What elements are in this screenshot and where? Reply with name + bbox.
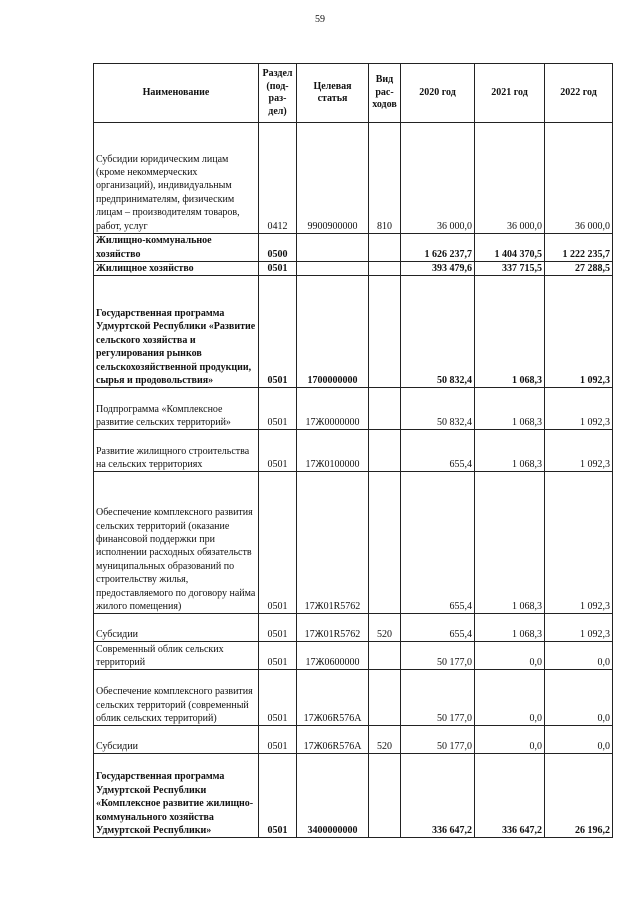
row-target: 17Ж0100000 (297, 430, 369, 472)
table-row (94, 276, 613, 388)
table-row (94, 388, 613, 430)
row-section: 0501 (259, 472, 297, 614)
row-2022: 1 092,3 (545, 276, 613, 388)
table-row (94, 726, 613, 754)
row-2021: 1 404 370,5 (475, 234, 545, 262)
row-2020: 50 177,0 (401, 726, 475, 754)
row-target: 17Ж06R576А (297, 670, 369, 726)
row-2021: 0,0 (475, 642, 545, 670)
header-row (94, 64, 613, 123)
row-target: 3400000000 (297, 754, 369, 838)
row-exp-type (369, 388, 401, 430)
row-target (297, 234, 369, 262)
row-exp-type (369, 430, 401, 472)
row-2020: 655,4 (401, 430, 475, 472)
table-row (94, 234, 613, 262)
row-2022: 1 092,3 (545, 430, 613, 472)
row-exp-type: 520 (369, 726, 401, 754)
table-row (94, 614, 613, 642)
row-2022: 0,0 (545, 642, 613, 670)
row-2021: 0,0 (475, 726, 545, 754)
header-2022: 2022 год (545, 64, 613, 123)
row-2020: 50 177,0 (401, 642, 475, 670)
row-2021: 36 000,0 (475, 123, 545, 234)
row-2021: 1 068,3 (475, 388, 545, 430)
table-row (94, 123, 613, 234)
row-target: 17Ж0600000 (297, 642, 369, 670)
row-2021: 337 715,5 (475, 262, 545, 276)
row-2022: 36 000,0 (545, 123, 613, 234)
header-name: Наименование (94, 64, 259, 123)
row-section: 0501 (259, 614, 297, 642)
table-row (94, 642, 613, 670)
row-2020: 36 000,0 (401, 123, 475, 234)
row-exp-type (369, 754, 401, 838)
row-exp-type (369, 472, 401, 614)
row-target: 9900900000 (297, 123, 369, 234)
row-2020: 393 479,6 (401, 262, 475, 276)
row-2022: 1 092,3 (545, 472, 613, 614)
header-2020: 2020 год (401, 64, 475, 123)
row-section: 0500 (259, 234, 297, 262)
table-row (94, 670, 613, 726)
row-2022: 1 092,3 (545, 388, 613, 430)
row-2022: 26 196,2 (545, 754, 613, 838)
row-2021: 1 068,3 (475, 614, 545, 642)
row-target (297, 262, 369, 276)
header-target: Целевая статья (297, 64, 369, 123)
row-2020: 655,4 (401, 614, 475, 642)
row-target: 17Ж01R5762 (297, 614, 369, 642)
row-name: Государственная программа Удмуртской Республики «Комплексное развитие жилищно-коммунального хозяйства Удмуртской Республики» (94, 754, 259, 838)
row-section: 0501 (259, 262, 297, 276)
row-2021: 1 068,3 (475, 276, 545, 388)
budget-table (93, 63, 613, 838)
row-section: 0501 (259, 726, 297, 754)
row-2021: 1 068,3 (475, 430, 545, 472)
row-exp-type (369, 262, 401, 276)
row-2022: 27 288,5 (545, 262, 613, 276)
row-section: 0412 (259, 123, 297, 234)
row-2020: 655,4 (401, 472, 475, 614)
row-2020: 336 647,2 (401, 754, 475, 838)
row-section: 0501 (259, 670, 297, 726)
row-2021: 1 068,3 (475, 472, 545, 614)
row-name: Субсидии (94, 614, 259, 642)
row-exp-type (369, 234, 401, 262)
page-number: 59 (315, 14, 325, 25)
row-exp-type: 520 (369, 614, 401, 642)
header-2021: 2021 год (475, 64, 545, 123)
row-name: Обеспечение комплексного развития сельских территорий (современный облик сельских территорий) (94, 670, 259, 726)
row-section: 0501 (259, 430, 297, 472)
row-name: Субсидии (94, 726, 259, 754)
row-2020: 1 626 237,7 (401, 234, 475, 262)
row-2022: 0,0 (545, 670, 613, 726)
row-section: 0501 (259, 276, 297, 388)
row-2022: 1 222 235,7 (545, 234, 613, 262)
row-exp-type: 810 (369, 123, 401, 234)
row-name: Государственная программа Удмуртской Республики «Развитие сельского хозяйства и регулирования рынков сельскохозяйственной продукции, сырья и продовольствия» (94, 276, 259, 388)
row-exp-type (369, 670, 401, 726)
row-section: 0501 (259, 754, 297, 838)
row-name: Жилищно-коммунальное хозяйство (94, 234, 259, 262)
row-name: Жилищное хозяйство (94, 262, 259, 276)
row-name: Развитие жилищного строительства на сельских территориях (94, 430, 259, 472)
row-target: 17Ж01R5762 (297, 472, 369, 614)
table-row (94, 754, 613, 838)
row-name: Обеспечение комплексного развития сельских территорий (оказание финансовой поддержки при исполнении расходных обязательств муниципальных образований по строительству жилья, предоставляемого по договору найма жилого помещения) (94, 472, 259, 614)
row-name: Субсидии юридическим лицам (кроме некоммерческих организаций), индивидуальным предпринимателям, физическим лицам – производителям товаров, работ, услуг (94, 123, 259, 234)
table-row (94, 472, 613, 614)
row-exp-type (369, 642, 401, 670)
row-2021: 0,0 (475, 670, 545, 726)
header-section: Раздел (под-раз-дел) (259, 64, 297, 123)
row-target: 1700000000 (297, 276, 369, 388)
row-2020: 50 832,4 (401, 388, 475, 430)
table-row (94, 430, 613, 472)
row-target: 17Ж06R576А (297, 726, 369, 754)
row-2022: 1 092,3 (545, 614, 613, 642)
row-name: Подпрограмма «Комплексное развитие сельских территорий» (94, 388, 259, 430)
row-2021: 336 647,2 (475, 754, 545, 838)
row-name: Современный облик сельских территорий (94, 642, 259, 670)
row-section: 0501 (259, 388, 297, 430)
row-section: 0501 (259, 642, 297, 670)
header-exp-type: Вид рас-ходов (369, 64, 401, 123)
row-2020: 50 832,4 (401, 276, 475, 388)
row-target: 17Ж0000000 (297, 388, 369, 430)
table-row (94, 262, 613, 276)
row-2020: 50 177,0 (401, 670, 475, 726)
row-2022: 0,0 (545, 726, 613, 754)
row-exp-type (369, 276, 401, 388)
